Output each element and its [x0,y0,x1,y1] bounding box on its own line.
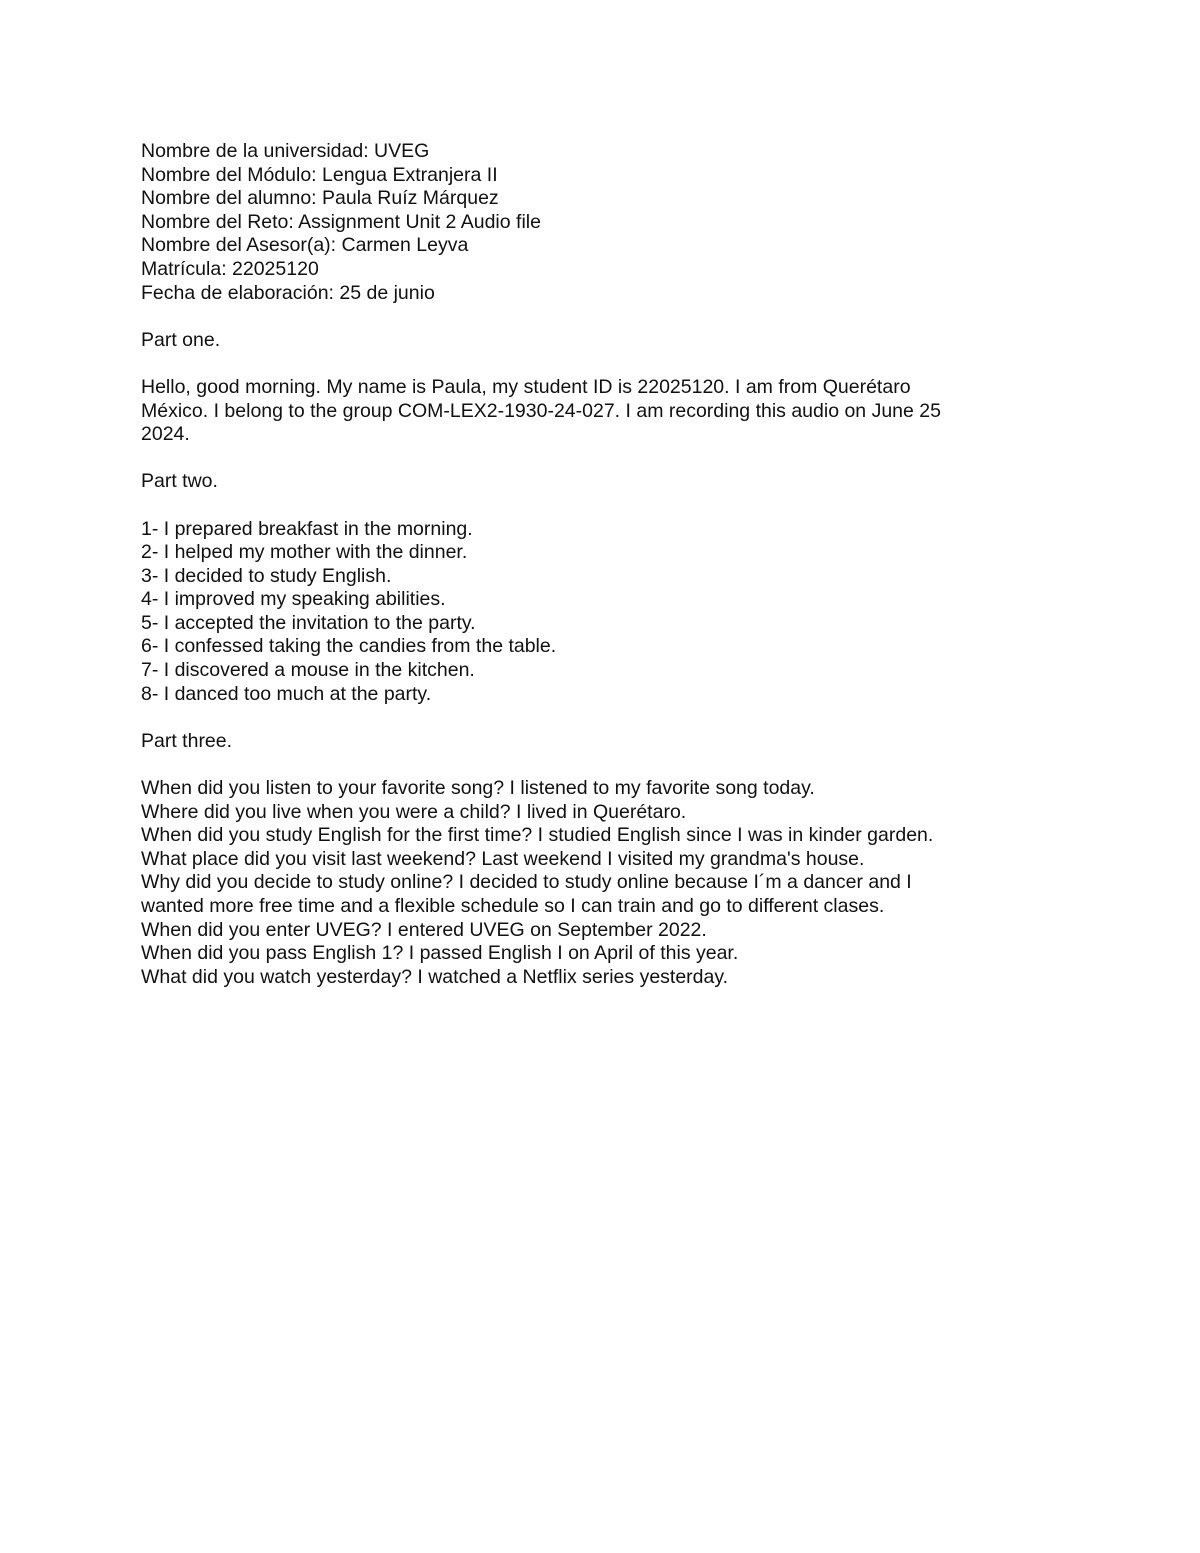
part-three-heading [141,730,1061,754]
list-item: 5- I accepted the invitation to the party. [141,611,476,634]
part-one-paragraph [141,376,1061,447]
advisor-line: Nombre del Asesor(a): Carmen Leyva [141,234,469,257]
header-info [141,140,1061,305]
paragraph-line: México. I belong to the group COM-LEX2-1930-24-027. I am recording this audio on June 25 [141,399,941,422]
part-two-list [141,518,1061,707]
date-line: Fecha de elaboración: 25 de junio [141,281,435,304]
qa-line: When did you study English for the first time? I studied English since I was in kinder garden. [141,824,934,847]
list-item: 7- I discovered a mouse in the kitchen. [141,659,475,682]
list-item: 2- I helped my mother with the dinner. [141,541,468,564]
document-page [141,140,1061,1013]
part-one-heading [141,329,1061,353]
qa-line: What did you watch yesterday? I watched a Netflix series yesterday. [141,965,729,988]
section-title: Part three. [141,729,233,752]
enrollment-line: Matrícula: 22025120 [141,257,319,280]
qa-line: When did you enter UVEG? I entered UVEG on September 2022. [141,918,707,941]
qa-line: Why did you decide to study online? I decided to study online because I´m a dancer and I [141,871,912,894]
qa-line: wanted more free time and a flexible schedule so I can train and go to different clases. [141,895,885,917]
section-title: Part two. [141,470,218,493]
qa-line: What place did you visit last weekend? Last weekend I visited my grandma's house. [141,847,865,870]
paragraph-line: 2024. [141,423,190,446]
student-line: Nombre del alumno: Paula Ruíz Márquez [141,187,499,210]
list-item: 8- I danced too much at the party. [141,682,432,705]
section-title: Part one. [141,328,221,351]
part-three-answers [141,777,1061,989]
list-item: 6- I confessed taking the candies from the table. [141,635,557,658]
challenge-line: Nombre del Reto: Assignment Unit 2 Audio file [141,210,541,233]
qa-line: When did you pass English 1? I passed English I on April of this year. [141,942,739,965]
list-item: 3- I decided to study English. [141,564,392,587]
list-item: 1- I prepared breakfast in the morning. [141,517,473,540]
list-item: 4- I improved my speaking abilities. [141,588,446,611]
part-two-heading [141,470,1061,494]
module-line: Nombre del Módulo: Lengua Extranjera II [141,163,498,186]
university-line: Nombre de la universidad: UVEG [141,140,430,162]
qa-line: Where did you live when you were a child? I lived in Querétaro. [141,800,687,823]
qa-line: When did you listen to your favorite song? I listened to my favorite song today. [141,777,815,800]
paragraph-line: Hello, good morning. My name is Paula, my student ID is 22025120. I am from Querétaro [141,375,911,398]
